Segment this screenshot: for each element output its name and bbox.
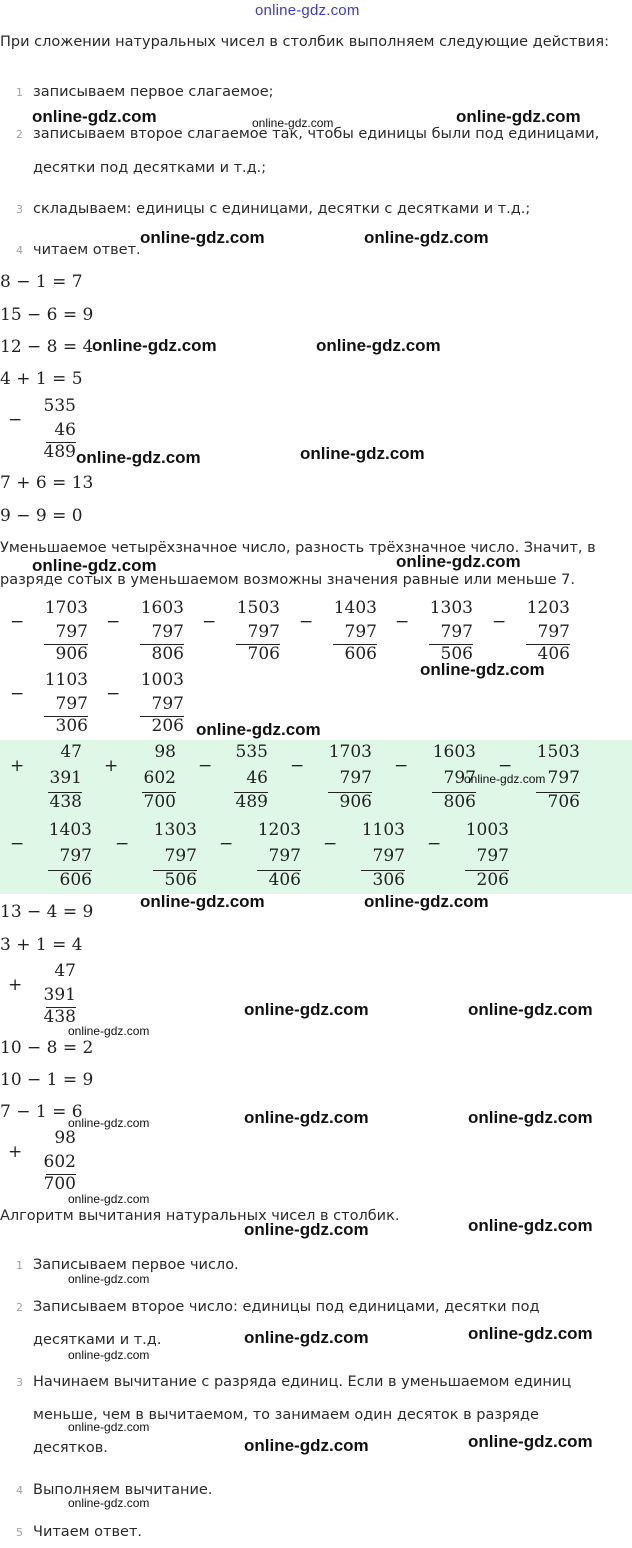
operator: − — [427, 834, 442, 854]
column-calc — [8, 1128, 76, 1198]
watermark: online-gdz.com — [468, 1216, 593, 1235]
result: 700 — [43, 1174, 76, 1194]
step-text: Читаем ответ. — [33, 1524, 143, 1540]
operator: − — [498, 756, 513, 776]
watermark: online-gdz.com — [68, 1420, 150, 1434]
column-calc — [198, 742, 268, 812]
watermark: online-gdz.com — [244, 1108, 369, 1127]
operand-b: 797 — [443, 768, 476, 788]
result: 489 — [43, 442, 76, 462]
operand-a: 98 — [54, 1128, 76, 1148]
operand-a: 1003 — [140, 670, 184, 690]
operand-a: 1403 — [333, 598, 377, 618]
operand-a: 1003 — [465, 820, 509, 840]
column-calc — [8, 961, 76, 1031]
result: 706 — [547, 792, 580, 812]
result: 406 — [268, 870, 301, 890]
watermark: online-gdz.com — [252, 116, 334, 130]
result: 606 — [59, 870, 92, 890]
operand-b: 797 — [547, 768, 580, 788]
operator: − — [10, 612, 25, 632]
result: 906 — [55, 644, 88, 664]
watermark: online-gdz.com — [396, 552, 521, 571]
operand-a: 47 — [60, 742, 82, 762]
column-calc — [104, 742, 176, 812]
intro-text: При сложении натуральных чисел в столбик выполняем следующие действия: — [0, 34, 610, 50]
operand-a: 1403 — [48, 820, 92, 840]
operator: − — [323, 834, 338, 854]
watermark: online-gdz.com — [420, 660, 545, 679]
operator: − — [395, 612, 410, 632]
operand-b: 797 — [440, 622, 473, 642]
operator: − — [10, 684, 25, 704]
watermark: online-gdz.com — [140, 228, 265, 247]
column-calc — [115, 820, 197, 890]
operator: − — [219, 834, 234, 854]
watermark: online-gdz.com — [468, 1108, 593, 1127]
equation: 4 + 1 = 5 — [0, 369, 83, 389]
watermark: online-gdz.com — [32, 107, 157, 126]
operator: − — [299, 612, 314, 632]
equation: 12 − 8 = 4 — [0, 337, 94, 357]
operator: + — [10, 756, 25, 776]
watermark: online-gdz.com — [364, 228, 489, 247]
step-text: Записываем первое число. — [33, 1257, 239, 1273]
equation: 10 − 1 = 9 — [0, 1070, 94, 1090]
operator: + — [8, 1142, 23, 1162]
operand-b: 797 — [55, 694, 88, 714]
operand-a: 1203 — [526, 598, 570, 618]
result: 506 — [164, 870, 197, 890]
step-number: 3 — [16, 203, 23, 216]
operand-b: 391 — [49, 768, 82, 788]
column-calc — [492, 598, 570, 668]
operand-b: 602 — [143, 768, 176, 788]
paragraph-line: разряде сотых в уменьшаемом возможны значения равные или меньше 7. — [0, 572, 575, 588]
result: 438 — [49, 792, 82, 812]
operator: + — [8, 975, 23, 995]
operand-a: 1703 — [44, 598, 88, 618]
column-calc — [10, 670, 88, 740]
operand-a: 535 — [43, 396, 76, 416]
operand-b: 797 — [247, 622, 280, 642]
column-calc — [427, 820, 509, 890]
step-number: 4 — [16, 244, 23, 257]
operand-a: 1303 — [429, 598, 473, 618]
operator: − — [202, 612, 217, 632]
operand-a: 1703 — [328, 742, 372, 762]
step-text: записываем первое слагаемое; — [33, 84, 274, 100]
result: 506 — [440, 644, 473, 664]
result: 438 — [43, 1007, 76, 1027]
watermark: online-gdz.com — [68, 1116, 150, 1130]
watermark: online-gdz.com — [464, 772, 546, 786]
step-number: 2 — [16, 1301, 23, 1314]
column-calc — [323, 820, 405, 890]
step-number: 2 — [16, 128, 23, 141]
result: 406 — [537, 644, 570, 664]
operand-b: 797 — [59, 846, 92, 866]
result: 306 — [372, 870, 405, 890]
operand-a: 1103 — [361, 820, 405, 840]
watermark: online-gdz.com — [244, 1220, 369, 1239]
watermark: online-gdz.com — [364, 892, 489, 911]
step-number: 1 — [16, 1259, 23, 1272]
watermark: online-gdz.com — [468, 1324, 593, 1343]
step-text: десятки под десятками и т.д.; — [33, 160, 267, 176]
column-calc — [219, 820, 301, 890]
operator: − — [198, 756, 213, 776]
watermark: online-gdz.com — [76, 448, 201, 467]
equation: 9 − 9 = 0 — [0, 506, 83, 526]
watermark: online-gdz.com — [468, 1000, 593, 1019]
column-calc — [395, 598, 473, 668]
operand-b: 797 — [151, 694, 184, 714]
column-calc — [10, 598, 88, 668]
equation: 10 − 8 = 2 — [0, 1038, 94, 1058]
operand-b: 46 — [54, 420, 76, 440]
operator: − — [8, 410, 23, 430]
result: 489 — [235, 792, 268, 812]
equation: 3 + 1 = 4 — [0, 935, 83, 955]
step-number: 1 — [16, 86, 23, 99]
operand-b: 797 — [537, 622, 570, 642]
equation: 15 − 6 = 9 — [0, 305, 94, 325]
operand-a: 1103 — [44, 670, 88, 690]
operand-b: 797 — [164, 846, 197, 866]
column-calc — [10, 820, 92, 890]
operator: − — [394, 756, 409, 776]
step-text: десятков. — [33, 1440, 108, 1456]
step-text: меньше, чем в вычитаемом, то занимаем один десяток в разряде — [33, 1407, 539, 1423]
watermark: online-gdz.com — [244, 1000, 369, 1019]
operand-a: 98 — [154, 742, 176, 762]
operand-b: 797 — [476, 846, 509, 866]
equation: 8 − 1 = 7 — [0, 272, 83, 292]
operator: − — [106, 684, 121, 704]
operand-a: 535 — [235, 742, 268, 762]
result: 806 — [151, 644, 184, 664]
operand-a: 1503 — [536, 742, 580, 762]
column-calc — [290, 742, 372, 812]
equation: 7 − 1 = 6 — [0, 1102, 83, 1122]
watermark: online-gdz.com — [32, 556, 157, 575]
watermark: online-gdz.com — [68, 1348, 150, 1362]
step-number: 3 — [16, 1376, 23, 1389]
result: 206 — [151, 716, 184, 736]
watermark: online-gdz.com — [140, 892, 265, 911]
operand-b: 602 — [43, 1152, 76, 1172]
watermark: online-gdz.com — [468, 1432, 593, 1451]
operand-b: 46 — [246, 768, 268, 788]
column-calc — [299, 598, 377, 668]
step-text: Записываем второе число: единицы под единицами, десятки под — [33, 1299, 540, 1315]
watermark: online-gdz.com — [456, 107, 581, 126]
column-calc — [202, 598, 280, 668]
watermark: online-gdz.com — [68, 1192, 150, 1206]
column-calc — [8, 396, 76, 466]
operand-a: 1603 — [140, 598, 184, 618]
step-text: Выполняем вычитание. — [33, 1482, 213, 1498]
result: 206 — [476, 870, 509, 890]
operator: + — [104, 756, 119, 776]
equation: 13 − 4 = 9 — [0, 902, 94, 922]
operand-b: 391 — [43, 985, 76, 1005]
watermark: online-gdz.com — [92, 336, 217, 355]
operator: − — [106, 612, 121, 632]
operand-b: 797 — [372, 846, 405, 866]
step-text: складываем: единицы с единицами, десятки с десятками и т.д.; — [33, 201, 531, 217]
algorithm-title: Алгоритм вычитания натуральных чисел в столбик. — [0, 1208, 400, 1224]
equation: 7 + 6 = 13 — [0, 473, 94, 493]
operand-b: 797 — [55, 622, 88, 642]
column-calc — [106, 598, 184, 668]
watermark: online-gdz.com — [68, 1496, 150, 1510]
result: 906 — [339, 792, 372, 812]
operand-b: 797 — [339, 768, 372, 788]
column-calc — [10, 742, 82, 812]
watermark: online-gdz.com — [244, 1436, 369, 1455]
operator: − — [290, 756, 305, 776]
operator: − — [10, 834, 25, 854]
operand-b: 797 — [151, 622, 184, 642]
operand-b: 797 — [268, 846, 301, 866]
watermark-top: online-gdz.com — [255, 2, 360, 19]
step-number: 5 — [16, 1526, 23, 1539]
step-text: Начинаем вычитание с разряда единиц. Если в уменьшаемом единиц — [33, 1374, 572, 1390]
operator: − — [492, 612, 507, 632]
result: 700 — [143, 792, 176, 812]
watermark: online-gdz.com — [196, 720, 321, 739]
operand-a: 47 — [54, 961, 76, 981]
operand-a: 1203 — [257, 820, 301, 840]
operand-b: 797 — [344, 622, 377, 642]
operand-a: 1503 — [236, 598, 280, 618]
watermark: online-gdz.com — [316, 336, 441, 355]
step-text: десятками и т.д. — [33, 1332, 162, 1348]
result: 806 — [443, 792, 476, 812]
paragraph-line: Уменьшаемое четырёхзначное число, разность трёхзначное число. Значит, в — [0, 540, 596, 556]
result: 706 — [247, 644, 280, 664]
watermark: online-gdz.com — [244, 1328, 369, 1347]
watermark: online-gdz.com — [68, 1024, 150, 1038]
operator: − — [115, 834, 130, 854]
operand-a: 1603 — [432, 742, 476, 762]
column-calc — [106, 670, 184, 740]
operand-a: 1303 — [153, 820, 197, 840]
watermark: online-gdz.com — [300, 444, 425, 463]
watermark: online-gdz.com — [68, 1272, 150, 1286]
result: 306 — [55, 716, 88, 736]
result: 606 — [344, 644, 377, 664]
step-number: 4 — [16, 1484, 23, 1497]
step-text: читаем ответ. — [33, 242, 141, 258]
step-text: записываем второе слагаемое так, чтобы единицы были под единицами, — [33, 126, 600, 142]
